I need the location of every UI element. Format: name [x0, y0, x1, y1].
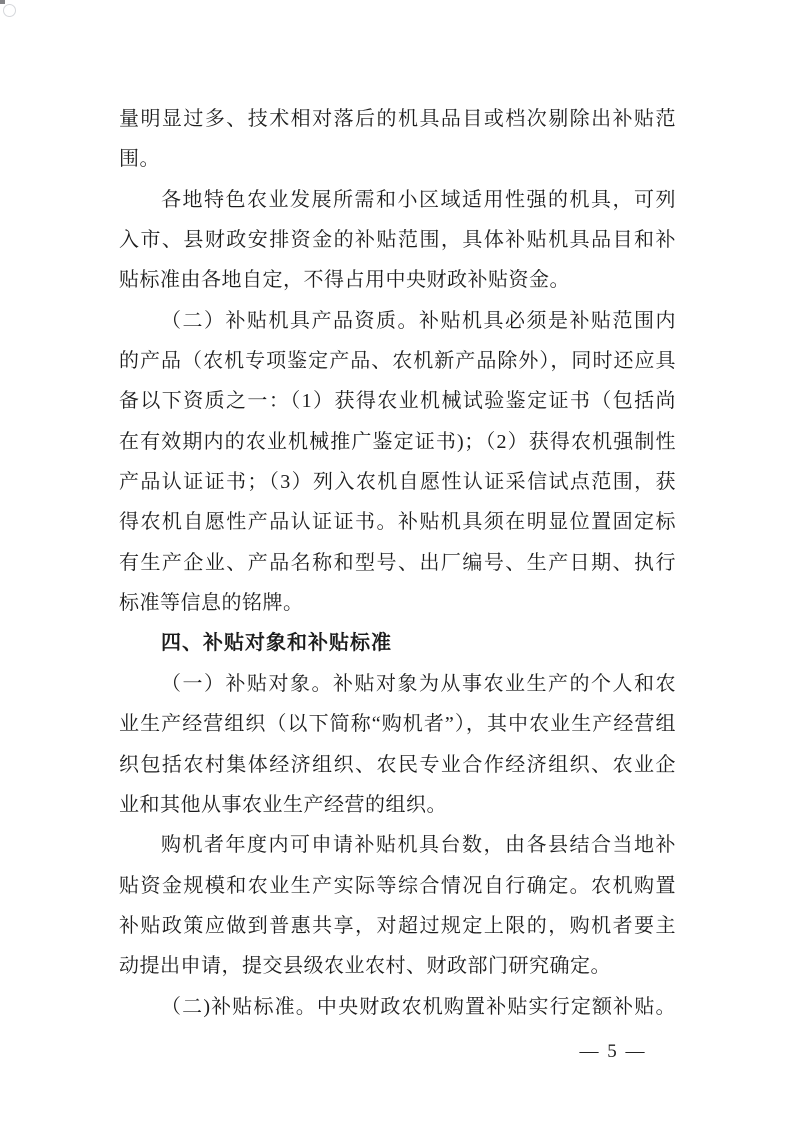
document-line: 有生产企业、产品名称和型号、出厂编号、生产日期、执行 [119, 551, 676, 574]
document-line: （一）补贴对象。补贴对象为从事农业生产的个人和农 [161, 672, 676, 695]
document-line: （二)补贴标准。中央财政农机购置补贴实行定额补贴。 [161, 995, 676, 1018]
document-line: 贴资金规模和农业生产实际等综合情况自行确定。农机购置 [119, 874, 676, 897]
document-line: 标准等信息的铭牌。 [119, 592, 304, 615]
document-line: （二）补贴机具产品资质。补贴机具必须是补贴范围内 [161, 309, 676, 332]
scan-artifact-dot [0, 0, 5, 4]
document-line: 织包括农村集体经济组织、农民专业合作经济组织、农业企 [119, 753, 676, 776]
document-line: 贴标准由各地自定，不得占用中央财政补贴资金。 [119, 269, 570, 292]
document-line: 业和其他从事农业生产经营的组织。 [119, 793, 447, 816]
document-line: 购机者年度内可申请补贴机具台数，由各县结合当地补 [161, 834, 676, 857]
document-line: 得农机自愿性产品认证证书。补贴机具须在明显位置固定标 [119, 511, 676, 534]
scan-artifact-ring [3, 4, 16, 17]
document-line: 各地特色农业发展所需和小区域适用性强的机具，可列 [161, 188, 676, 211]
document-line: 量明显过多、技术相对落后的机具品目或档次剔除出补贴范 [119, 108, 676, 130]
document-line: 在有效期内的农业机械推广鉴定证书)；（2）获得农机强制性 [119, 430, 676, 453]
page-number: — 5 — [579, 1041, 647, 1062]
document-line: 业生产经营组织（以下简称“购机者”），其中农业生产经营组 [119, 713, 676, 736]
document-line: 动提出申请，提交县级农业农村、财政部门研究确定。 [119, 955, 611, 978]
document-line: 产品认证证书；（3）列入农机自愿性认证采信试点范围，获 [119, 471, 676, 494]
document-line: 围。 [119, 148, 160, 171]
document-line: 的产品（农机专项鉴定产品、农机新产品除外），同时还应具 [119, 350, 676, 373]
section-heading: 四、补贴对象和补贴标准 [161, 632, 392, 655]
document-line: 备以下资质之一：（1）获得农业机械试验鉴定证书（包括尚 [119, 390, 676, 413]
document-line: 入市、县财政安排资金的补贴范围，具体补贴机具品目和补 [119, 229, 676, 252]
document-line: 补贴政策应做到普惠共享，对超过规定上限的，购机者要主 [119, 914, 676, 937]
text-block [119, 99, 676, 1027]
